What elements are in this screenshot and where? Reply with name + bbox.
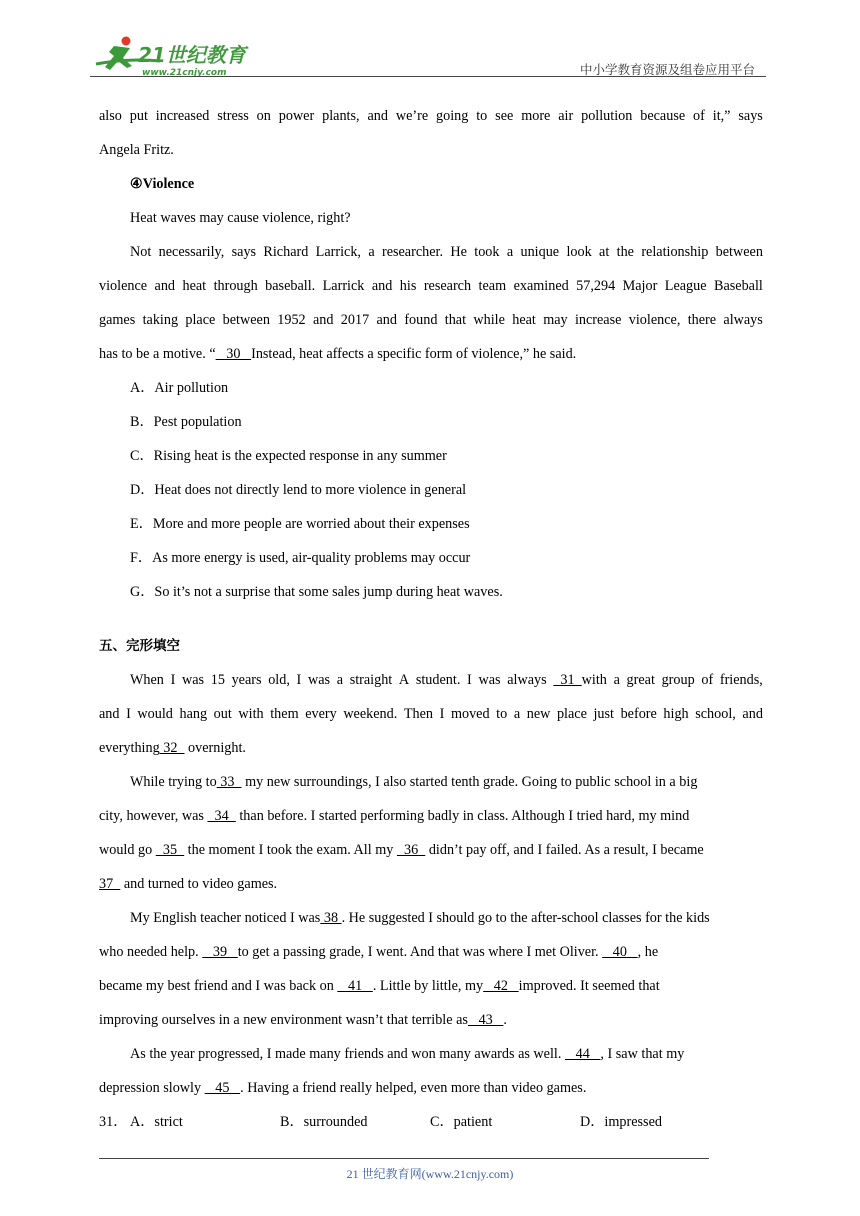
word: between bbox=[715, 244, 763, 260]
word: was bbox=[181, 672, 205, 688]
word: was bbox=[307, 672, 331, 688]
paragraph-line: became my best friend and I was back on 41 . Little by little, my 42 improved. It seemed that bbox=[99, 978, 660, 994]
word: more bbox=[521, 108, 551, 124]
paragraph-line: 37 and turned to video games. bbox=[99, 876, 278, 892]
word: 57,294 bbox=[576, 278, 616, 294]
paragraph-line bbox=[99, 235, 763, 269]
word: student. bbox=[415, 672, 461, 688]
word: always bbox=[507, 672, 547, 688]
paragraph-line: everything 32 overnight. bbox=[99, 740, 246, 756]
word: research bbox=[423, 278, 472, 294]
word: weekend. bbox=[343, 706, 398, 722]
paragraph-line bbox=[99, 663, 763, 697]
passage-line: Angela Fritz. bbox=[99, 142, 174, 158]
word: it,” bbox=[712, 108, 731, 124]
word: I bbox=[439, 706, 445, 722]
word: place bbox=[556, 706, 587, 722]
word: and bbox=[376, 312, 397, 328]
blank-33: 33 bbox=[216, 774, 242, 790]
footer-divider bbox=[99, 1158, 709, 1159]
word: Not bbox=[130, 244, 152, 260]
word: through bbox=[213, 278, 258, 294]
word: says bbox=[231, 244, 257, 260]
option-g: G．So it’s not a surprise that some sales jump during heat waves. bbox=[130, 584, 503, 600]
paragraph-line: has to be a motive. “ 30 Instead, heat affects a specific form of violence,” he said. bbox=[99, 346, 577, 362]
blank-41: 41 bbox=[337, 978, 373, 994]
word: that bbox=[444, 312, 467, 328]
word: there bbox=[687, 312, 717, 328]
word: a bbox=[506, 244, 514, 260]
paragraph-line: who needed help. 39 to get a passing grade, I went. And that was where I met Oliver. 40 , he bbox=[99, 944, 659, 960]
svg-text:www.21cnjy.com: www.21cnjy.com bbox=[142, 68, 227, 78]
word: 1952 bbox=[277, 312, 306, 328]
word: great bbox=[626, 672, 655, 688]
word: always bbox=[723, 312, 763, 328]
blank-31: 31 bbox=[553, 672, 582, 688]
word: because bbox=[640, 108, 686, 124]
word: and bbox=[99, 706, 120, 722]
paragraph-line: Heat waves may cause violence, right? bbox=[130, 210, 351, 226]
option-e: E．More and more people are worried about their expenses bbox=[130, 516, 470, 532]
word: old, bbox=[268, 672, 290, 688]
choice-b: B．surrounded bbox=[280, 1114, 368, 1130]
word: on bbox=[256, 108, 271, 124]
blank-43: 43 bbox=[467, 1012, 504, 1028]
question-number: 31． bbox=[99, 1114, 128, 1130]
section-title-cloze: 五、完形填空 bbox=[99, 638, 180, 654]
word: a bbox=[613, 672, 620, 688]
word: at bbox=[599, 244, 610, 260]
word: says bbox=[738, 108, 763, 124]
word: while bbox=[473, 312, 505, 328]
word: look bbox=[566, 244, 592, 260]
option-a: A．Air pollution bbox=[130, 380, 229, 396]
runner-logo-icon bbox=[90, 34, 260, 78]
word: violence, bbox=[628, 312, 681, 328]
word: team bbox=[478, 278, 507, 294]
paragraph-line: city, however, was 34 than before. I started performing badly in class. Although I tried hard, my mind bbox=[99, 808, 690, 824]
paragraph-line: would go 35 the moment I took the exam. All my 36 didn’t pay off, and I failed. As a result, I became bbox=[99, 842, 704, 858]
word: to bbox=[496, 706, 508, 722]
svg-text:21世纪教育: 21世纪教育 bbox=[138, 43, 246, 67]
word: of bbox=[693, 108, 705, 124]
word: I bbox=[126, 706, 131, 722]
word: 15 bbox=[210, 672, 225, 688]
word: I bbox=[467, 672, 472, 688]
word: may bbox=[543, 312, 568, 328]
word: moved bbox=[450, 706, 490, 722]
paragraph-line: While trying to 33 my new surroundings, I also started tenth grade. Going to public school in a big bbox=[130, 774, 698, 790]
word: hang bbox=[179, 706, 208, 722]
word: increase bbox=[574, 312, 622, 328]
page-header bbox=[90, 30, 765, 78]
word: his bbox=[399, 278, 417, 294]
word: I bbox=[296, 672, 302, 688]
blank-39: 39 bbox=[202, 944, 238, 960]
word: out bbox=[213, 706, 232, 722]
word: and bbox=[367, 108, 388, 124]
word: would bbox=[137, 706, 173, 722]
word: school, bbox=[695, 706, 736, 722]
word: relationship bbox=[641, 244, 709, 260]
word: and bbox=[312, 312, 334, 328]
word: heat bbox=[182, 278, 207, 294]
blank-42: 42 bbox=[483, 978, 519, 994]
blank-31-group: 31 with bbox=[553, 672, 607, 688]
blank-37: 37 bbox=[99, 876, 121, 892]
word: When bbox=[130, 672, 164, 688]
passage-line bbox=[99, 99, 763, 133]
blank-36: 36 bbox=[396, 842, 426, 858]
word: took bbox=[474, 244, 500, 260]
word: and bbox=[154, 278, 176, 294]
blank-30: 30 bbox=[215, 346, 252, 362]
word: before bbox=[620, 706, 657, 722]
word: to bbox=[476, 108, 488, 124]
word: also bbox=[99, 108, 122, 124]
section-heading-violence: ④Violence bbox=[130, 176, 195, 192]
question-31 bbox=[99, 1105, 763, 1139]
paragraph-line bbox=[99, 697, 763, 731]
word: them bbox=[270, 706, 299, 722]
word: power bbox=[278, 108, 315, 124]
blank-32: 32 bbox=[159, 740, 185, 756]
choice-a: A．strict bbox=[130, 1114, 183, 1130]
option-b: B．Pest population bbox=[130, 414, 242, 430]
header-divider bbox=[90, 76, 766, 77]
word: A bbox=[398, 672, 410, 688]
blank-38: 38 bbox=[320, 910, 342, 926]
site-logo bbox=[90, 34, 260, 78]
word: a bbox=[368, 244, 375, 260]
word: necessarily, bbox=[158, 244, 225, 260]
word: Baseball bbox=[713, 278, 763, 294]
word: group bbox=[661, 672, 695, 688]
word: a bbox=[336, 672, 344, 688]
blank-44: 44 bbox=[564, 1046, 601, 1062]
word: place bbox=[185, 312, 216, 328]
choice-d: D．impressed bbox=[580, 1114, 662, 1130]
blank-45: 45 bbox=[204, 1080, 241, 1096]
word: I bbox=[170, 672, 176, 688]
word: and bbox=[742, 706, 763, 722]
word: researcher. bbox=[381, 244, 444, 260]
word: was bbox=[478, 672, 501, 688]
word: increased bbox=[155, 108, 210, 124]
option-d: D．Heat does not directly lend to more violence in general bbox=[130, 482, 467, 498]
word: new bbox=[526, 706, 551, 722]
word: air bbox=[558, 108, 574, 124]
document-body bbox=[99, 99, 763, 1139]
word: Then bbox=[403, 706, 434, 722]
word: high bbox=[663, 706, 689, 722]
word: years bbox=[231, 672, 262, 688]
word: He bbox=[450, 244, 467, 260]
word: friends, bbox=[719, 672, 763, 688]
word: going bbox=[436, 108, 469, 124]
option-c: C．Rising heat is the expected response in any summer bbox=[130, 448, 447, 464]
word: a bbox=[513, 706, 521, 722]
word: found bbox=[404, 312, 438, 328]
word: Richard bbox=[263, 244, 309, 260]
blank-40: 40 bbox=[602, 944, 638, 960]
blank-34: 34 bbox=[207, 808, 236, 824]
word: with bbox=[238, 706, 264, 722]
word: violence bbox=[99, 278, 148, 294]
paragraph-line: My English teacher noticed I was 38 . He suggested I should go to the after-school classes for the kids bbox=[130, 910, 710, 926]
platform-name: 中小学教育资源及组卷应用平台 bbox=[579, 62, 755, 77]
paragraph-line: depression slowly 45 . Having a friend really helped, even more than video games. bbox=[99, 1080, 587, 1096]
choice-c: C．patient bbox=[430, 1114, 493, 1130]
word: Larrick bbox=[322, 278, 365, 294]
word: heat bbox=[512, 312, 536, 328]
page-footer: 21 世纪教育网(www.21cnjy.com) bbox=[346, 1167, 514, 1181]
word: taking bbox=[142, 312, 179, 328]
word: see bbox=[495, 108, 514, 124]
word: examined bbox=[513, 278, 569, 294]
word: of bbox=[701, 672, 714, 688]
option-f: F．As more energy is used, air-quality problems may occur bbox=[130, 550, 471, 566]
word: just bbox=[593, 706, 614, 722]
paragraph-line bbox=[99, 303, 763, 337]
word: and bbox=[371, 278, 393, 294]
word: plants, bbox=[322, 108, 360, 124]
paragraph-line bbox=[99, 269, 763, 303]
word: put bbox=[129, 108, 148, 124]
word: League bbox=[664, 278, 707, 294]
word: stress bbox=[217, 108, 249, 124]
word: the bbox=[616, 244, 634, 260]
word: 2017 bbox=[340, 312, 370, 328]
word: unique bbox=[520, 244, 560, 260]
word: Larrick, bbox=[315, 244, 361, 260]
paragraph-line: As the year progressed, I made many friends and won many awards as well. 44 , I saw that my bbox=[130, 1046, 685, 1062]
word: straight bbox=[349, 672, 393, 688]
blank-35: 35 bbox=[155, 842, 185, 858]
word: pollution bbox=[581, 108, 633, 124]
word: every bbox=[305, 706, 337, 722]
word: games bbox=[99, 312, 136, 328]
paragraph-line: improving ourselves in a new environment wasn’t that terrible as 43 . bbox=[99, 1012, 507, 1028]
word: Major bbox=[622, 278, 658, 294]
word: we’re bbox=[395, 108, 429, 124]
word: baseball. bbox=[265, 278, 316, 294]
word: between bbox=[222, 312, 270, 328]
